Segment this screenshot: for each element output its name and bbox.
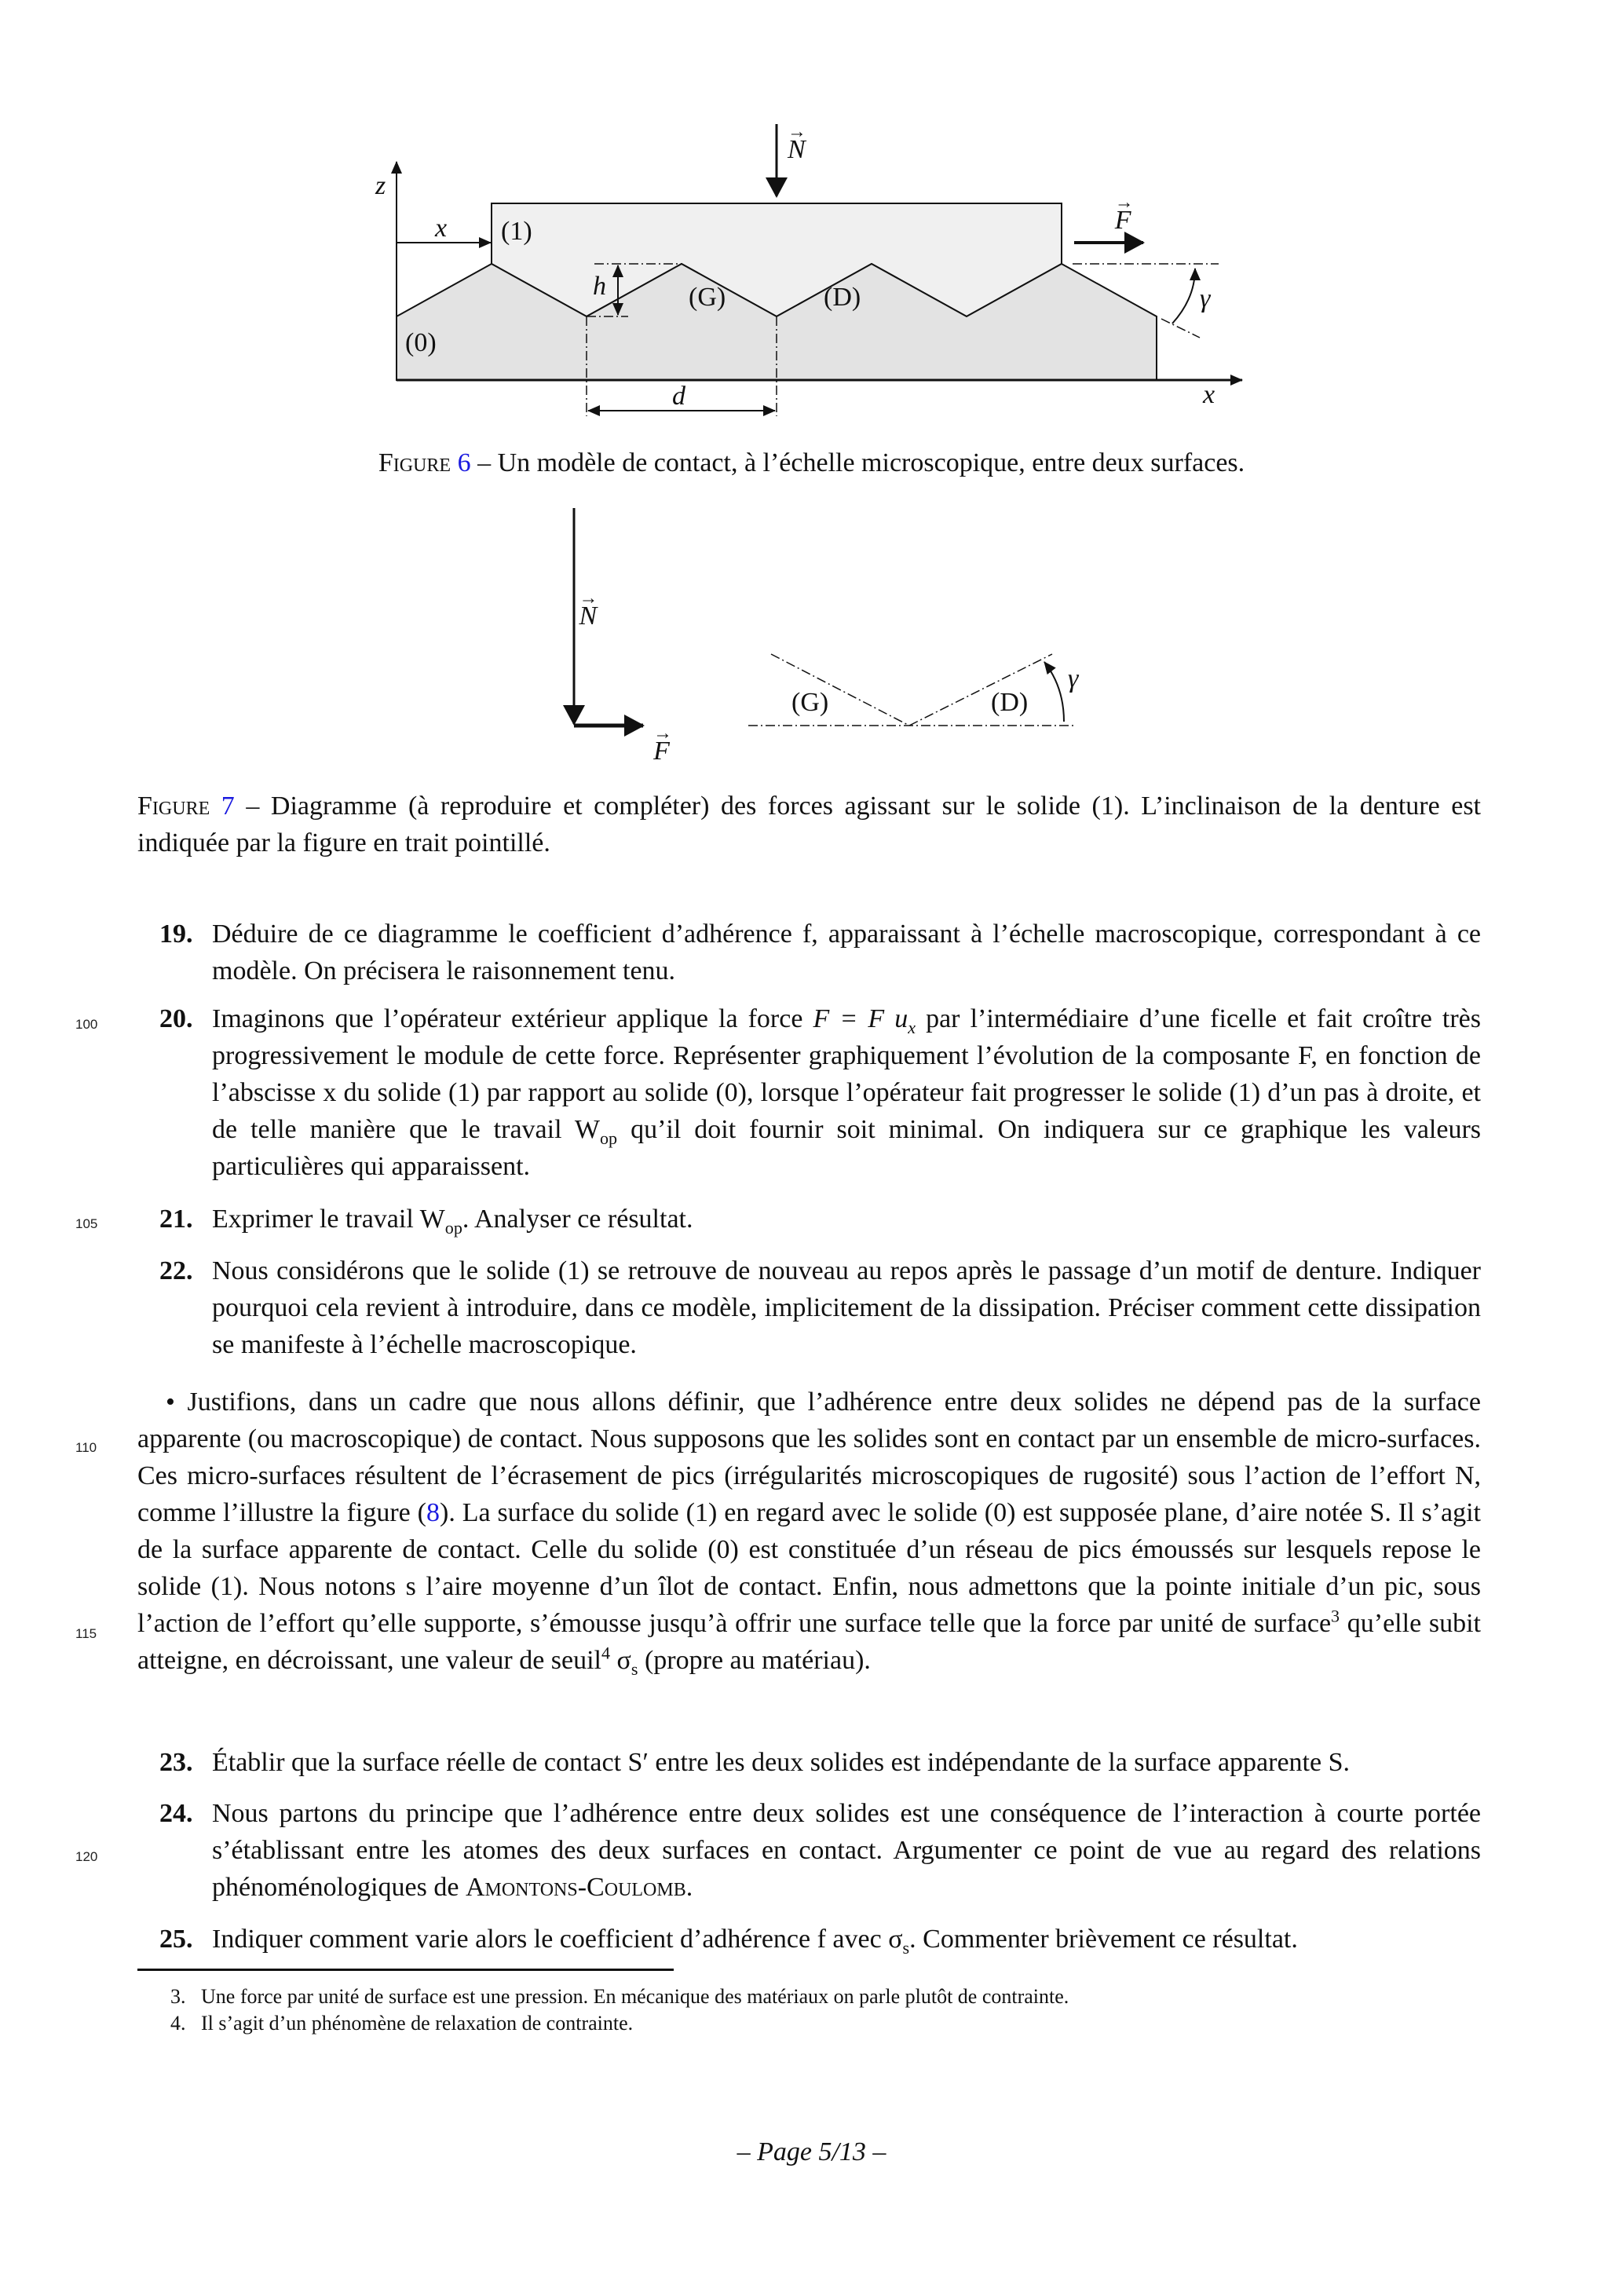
d-flank-line [909, 654, 1052, 726]
question-20 [159, 1000, 1481, 1185]
line-number: 110 [75, 1440, 97, 1455]
page-number: – Page 5/13 – [737, 2137, 886, 2166]
question-text: Nous partons du principe que l’adhérence entre deux solides est une conséquence de l’interaction à courte portée s’établissant entre les atomes des deux surfaces en contact. Argumenter ce point de vue au regard des relations phénoménologiques de Amontons-Coulomb. [212, 1799, 1481, 1902]
question-number: 19. [159, 919, 193, 949]
question-number: 23. [159, 1748, 193, 1777]
line-number: 105 [75, 1216, 98, 1231]
figure-6-number[interactable]: 6 [457, 448, 471, 477]
figure-7-number[interactable]: 7 [221, 792, 235, 821]
figure-7-caption-prefix: Figure [137, 792, 210, 821]
question-number: 22. [159, 1256, 193, 1285]
question-text: Nous considérons que le solide (1) se retrouve de nouveau au repos après le passage d’un motif de denture. Indiquer pourquoi cela revient à introduire, dans ce modèle, implicitement de la dissipation. Préciser comment cette dissipation se manifeste à l’échelle macroscopique. [212, 1256, 1481, 1359]
figure-7-diagram [0, 0, 1623, 785]
g-flank-label-fig7: (G) [791, 688, 829, 717]
force-formula: F = F u [813, 1004, 908, 1033]
d-flank-label: (D) [824, 283, 861, 312]
gamma-label-fig7: γ [1068, 664, 1079, 693]
figure-6-caption-text: – Un modèle de contact, à l’échelle microscopique, entre deux surfaces. [470, 448, 1245, 477]
question-text: Indiquer comment varie alors le coefficient d’adhérence f avec $\sigma_s$. Commenter brièvement ce résultat. [212, 1925, 1298, 1958]
question-text: Déduire de ce diagramme le coefficient d’adhérence f, apparaissant à l’échelle macroscopique, correspondant à ce modèle. On précisera le raisonnement tenu. [212, 919, 1481, 985]
figure-7-caption [137, 788, 1481, 861]
n-vector-label: → N [788, 135, 806, 165]
footnote-3-marker[interactable]: 3 [1331, 1606, 1340, 1626]
f-vector-label-fig7: → F [653, 737, 670, 766]
solid-1-label: (1) [501, 217, 532, 246]
line-number: 120 [75, 1849, 98, 1864]
footnote-divider [137, 1969, 674, 1971]
question-19 [159, 916, 1481, 989]
gamma-angle-arc-fig7 [1044, 662, 1064, 722]
f-vector-label: → F [1115, 206, 1131, 236]
gamma-label: γ [1200, 284, 1211, 313]
figure-6-caption-prefix: Figure [378, 448, 451, 477]
d-flank-label-fig7: (D) [991, 688, 1029, 717]
footnote-4: 4. Il s’agit d’un phénomène de relaxation de contrainte. [170, 2012, 634, 2035]
question-number: 21. [159, 1205, 193, 1234]
line-number: 100 [75, 1017, 98, 1032]
n-vector-label-fig7: → N [579, 601, 597, 631]
question-25 [159, 1921, 1481, 1958]
question-number: 24. [159, 1799, 193, 1828]
question-21 [159, 1201, 1481, 1238]
footnote-4-marker[interactable]: 4 [601, 1643, 611, 1663]
question-number: 25. [159, 1925, 193, 1954]
question-text: Établir que la surface réelle de contact S′ entre les deux solides est indépendante de la surface apparente S. [212, 1748, 1350, 1777]
h-label: h [593, 272, 606, 301]
question-22 [159, 1252, 1481, 1363]
footnote-3: 3. Une force par unité de surface est une pression. En mécanique des matériaux on parle plutôt de contrainte. [170, 1985, 1069, 2008]
x-offset-label: x [435, 214, 448, 243]
question-text: Imaginons que l’opérateur extérieur applique la force F = F $u_x$ par l’intermédiaire d’une ficelle et fait croître très progressivement le module de cette force. Représenter graphiquement l’évolution de la composante F, en fonction de l’abscisse x du solide (1) par rapport au solide (0), lorsque l’opérateur fait progresser le solide (1) d’un pas à droite, et de telle manière que le travail $W_{op}$ qu’il doit fournir soit minimal. On indiquera sur ce graphique les valeurs particulières qui apparaissent. [212, 1004, 1481, 1181]
figure-7-caption-text: – Diagramme (à reproduire et compléter) des forces agissant sur le solide (1). L’inclinaison de la denture est indiquée par la figure en trait pointillé. [137, 792, 1482, 857]
question-24 [159, 1795, 1481, 1906]
z-axis-label: z [375, 171, 386, 200]
bullet: • [166, 1387, 175, 1417]
g-flank-label: (G) [689, 283, 726, 312]
body-paragraph: • Justifions, dans un cadre que nous allons définir, que l’adhérence entre deux solides ne dépend pas de la surface apparente (ou macroscopique) de contact. Nous supposons que les solides sont en contact par un ensemble de micro-surfaces. Ces micro-surfaces résultent de l’écrasement de pics (irrégularités microscopiques de rugosité) sous l’action de l’effort N, comme l’illustre la figure (8). La surface du solide (1) en regard avec le solide (0) est supposée plane, d’aire notée S. Il s’agit de la surface apparente de contact. Celle du solide (0) est constituée d’un réseau de pics émoussés sur lesquels repose le solide (1). Nous notons s l’aire moyenne d’un îlot de contact. Enfin, nous admettons que la pointe initiale d’un pic, sous l’action de l’effort qu’elle supporte, s’émousse jusqu’à offrir une surface telle que la force par unité de surface$^3$ qu’elle subit atteigne, en décroissant, une valeur de seuil$^4$ $\sigma_s$ (propre au matériau). [137, 1387, 1481, 1679]
line-number: 115 [75, 1626, 97, 1641]
question-text: Exprimer le travail $W_{op}$. Analyser ce résultat. [212, 1205, 693, 1238]
figure-8-reference-link[interactable]: 8 [426, 1498, 440, 1527]
question-23 [159, 1744, 1481, 1781]
solid-0-label: (0) [405, 328, 437, 357]
d-label: d [672, 382, 685, 411]
x-axis-label: x [1203, 380, 1215, 409]
question-number: 20. [159, 1004, 193, 1033]
